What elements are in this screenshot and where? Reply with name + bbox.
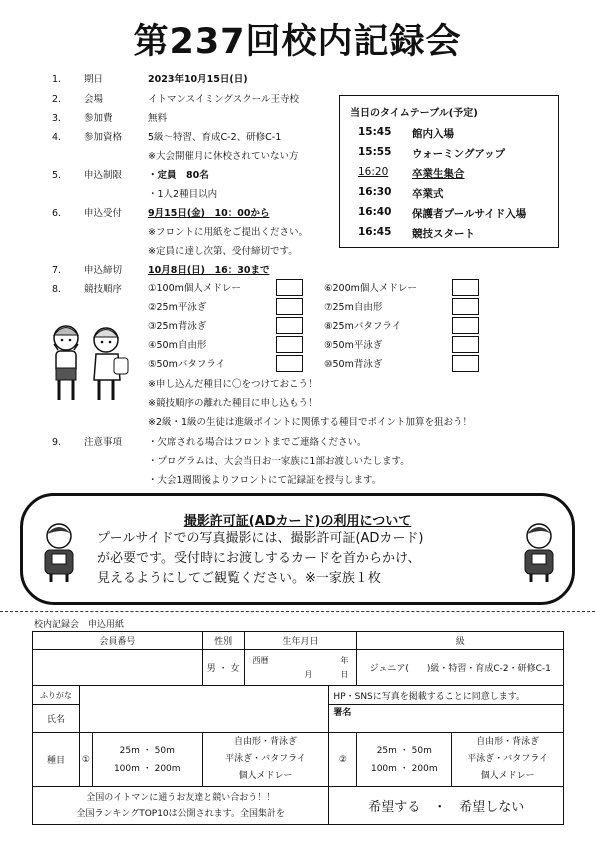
application-form <box>32 631 564 825</box>
timetable-label: 競技スタート <box>412 228 475 240</box>
signature-field[interactable] <box>329 705 564 733</box>
distance-option: 100m ・ 200m <box>370 763 438 774</box>
event-checkbox[interactable] <box>452 336 479 353</box>
cut-line <box>0 611 595 612</box>
year-label: 年 <box>340 656 349 665</box>
timetable-label: 館内入場 <box>412 128 454 140</box>
item-value: 無料 <box>148 113 168 124</box>
stroke-option: 平泳ぎ・バタフライ <box>225 754 306 764</box>
item-number: 7． <box>52 265 68 276</box>
day-label: 日 <box>340 670 349 679</box>
timetable-time: 15:55 <box>358 146 392 158</box>
ranking-note <box>33 787 329 825</box>
item-value: 5級～特習、育成C-2、研修C-1 <box>148 132 282 143</box>
birth-field[interactable] <box>244 650 357 686</box>
gender-field[interactable]: 男 ・ 女 <box>202 650 244 686</box>
event-note: ※申し込んだ種目に〇をつけておこう！ <box>148 379 318 390</box>
distance-option: 25m ・ 50m <box>119 745 175 756</box>
ranking-note-line: 全国ランキングTOP10は公開されます。全国集計を <box>76 808 285 819</box>
item-number: 1． <box>52 74 68 85</box>
event-checkbox[interactable] <box>276 317 303 334</box>
page-title: 第237回校内記録会 <box>133 22 462 62</box>
event-item: ⑦25m自由形 <box>324 302 383 313</box>
item-label: 会場 <box>84 94 104 105</box>
gender-header: 性別 <box>202 632 244 650</box>
event-item: ⑧25mバタフライ <box>324 321 402 332</box>
camera-person-icon <box>513 520 565 584</box>
item-label: 注意事項 <box>84 437 123 448</box>
timetable-time: 15:45 <box>358 126 392 138</box>
swimmer-kids-illustration <box>44 318 132 406</box>
ranking-preference[interactable]: 希望する ・ 希望しない <box>329 787 564 825</box>
timetable-time: 16:45 <box>358 226 392 238</box>
timetable-label: ウォーミングアップ <box>412 148 506 160</box>
notice-line: 見えるようにしてご観覧ください。※一家族１枚 <box>97 571 381 586</box>
caution-item: ・欠席される場合はフロントまでご連絡ください。 <box>148 437 367 448</box>
item-number: 4． <box>52 132 68 143</box>
event-checkbox[interactable] <box>276 279 303 296</box>
notice-heading: 撮影許可証(ADカード)の利用について <box>183 514 412 529</box>
timetable-time: 16:20 <box>358 166 389 178</box>
event-item: ③25m背泳ぎ <box>148 321 207 332</box>
event-item: ④50m自由形 <box>148 340 207 351</box>
timetable-time: 16:30 <box>358 186 392 198</box>
slot-1-label: ① <box>79 733 92 787</box>
camera-person-icon <box>33 520 85 584</box>
birth-header: 生年月日 <box>244 632 357 650</box>
item-label: 申込制限 <box>84 170 123 181</box>
member-no-field[interactable] <box>33 650 203 686</box>
item-number: 5． <box>52 170 68 181</box>
notice-line: が必要です。受付時にお渡しするカードを首からかけ、 <box>97 551 421 566</box>
item-number: 3． <box>52 113 68 124</box>
event-checkbox[interactable] <box>452 298 479 315</box>
item-value: ・定員 80名 <box>148 170 209 181</box>
event-label: 種目 <box>33 733 80 787</box>
item-note: ※フロントに用紙をご提出ください。 <box>148 227 308 238</box>
event-item: ⑨50m平泳ぎ <box>324 340 383 351</box>
slot-1-distance[interactable] <box>92 733 202 787</box>
event-note: ※2級・1級の生徒は進級ポイントに関係する種目でポイント加算を狙おう！ <box>148 417 473 428</box>
caution-item: ・大会1週間後よりフロントにて記録証を授与します。 <box>148 475 382 486</box>
furigana-label: ふりがな <box>33 686 80 705</box>
event-item: ②25m平泳ぎ <box>148 302 207 313</box>
event-item: ⑩50m背泳ぎ <box>324 359 383 370</box>
event-note: ※競技順序の離れた種目に申し込もう！ <box>148 398 318 409</box>
event-checkbox[interactable] <box>276 298 303 315</box>
timetable-label: 卒業生集合 <box>412 168 465 180</box>
era-label: 西暦 <box>252 656 269 665</box>
event-checkbox[interactable] <box>452 317 479 334</box>
form-title: 校内記録会 申込用紙 <box>34 620 125 630</box>
slot-2-stroke[interactable] <box>452 733 564 787</box>
item-note: ・1人2種目以内 <box>148 189 218 200</box>
item-value: 10月8日(日) 16：30まで <box>148 265 270 276</box>
stroke-option: 個人メドレー <box>238 771 293 781</box>
event-checkbox[interactable] <box>452 279 479 296</box>
timetable-label: 保護者プールサイド入場 <box>412 208 527 220</box>
item-label: 申込締切 <box>84 265 123 276</box>
ad-card-notice <box>20 493 575 605</box>
item-note: ※定員に達し次第、受付締切です。 <box>148 246 298 257</box>
item-label: 参加資格 <box>84 132 123 143</box>
item-value: イトマンスイミングスクール王寺校 <box>148 94 300 105</box>
item-value: 9月15日(金) 10：00から <box>148 208 270 219</box>
stroke-option: 個人メドレー <box>480 771 535 781</box>
event-checkbox[interactable] <box>276 336 303 353</box>
consent-text: HP・SNSに写真を掲載することに同意します。 <box>329 686 564 705</box>
slot-2-label: ② <box>329 733 357 787</box>
stroke-option: 自由形・背泳ぎ <box>476 737 540 747</box>
event-item: ⑥200m個人メドレー <box>324 283 417 294</box>
item-label: 参加費 <box>84 113 113 124</box>
slot-1-stroke[interactable] <box>202 733 329 787</box>
timetable-title: 当日のタイムテーブル(予定) <box>350 108 478 119</box>
event-checkbox[interactable] <box>276 355 303 372</box>
item-label: 申込受付 <box>84 208 123 219</box>
item-label: 期日 <box>84 74 104 85</box>
grade-field[interactable]: ジュニア( )級・特習・育成C-2・研修C-1 <box>357 650 564 686</box>
caution-item: ・プログラムは、大会当日お一家族に1部お渡しいたします。 <box>148 456 410 467</box>
grade-header: 級 <box>357 632 564 650</box>
slot-2-distance[interactable] <box>357 733 452 787</box>
name-label: 氏名 <box>33 705 80 733</box>
notice-line: プールサイドでの写真撮影には、撮影許可証(ADカード) <box>97 531 424 546</box>
timetable-time: 16:40 <box>358 206 392 218</box>
item-label: 競技順序 <box>84 284 123 295</box>
item-note: ※大会開催月に休校されていない方 <box>148 151 299 162</box>
event-item: ⑤50mバタフライ <box>148 359 226 370</box>
item-number: 8． <box>52 284 68 295</box>
item-number: 2． <box>52 94 68 105</box>
item-number: 9． <box>52 437 68 448</box>
ranking-note-line: 全国のイトマンに通うお友達と競い合おう！！ <box>86 792 276 803</box>
distance-option: 100m ・ 200m <box>113 763 181 774</box>
event-checkbox[interactable] <box>452 355 479 372</box>
member-no-header: 会員番号 <box>33 632 203 650</box>
stroke-option: 自由形・背泳ぎ <box>234 737 298 747</box>
timetable-box <box>339 95 559 248</box>
distance-option: 25m ・ 50m <box>376 745 432 756</box>
name-field[interactable] <box>79 686 329 733</box>
timetable-label: 卒業式 <box>412 188 444 200</box>
event-item: ①100m個人メドレー <box>148 283 241 294</box>
signature-label: 署名 <box>333 708 352 718</box>
month-label: 月 <box>304 670 313 679</box>
item-number: 6． <box>52 208 68 219</box>
stroke-option: 平泳ぎ・バタフライ <box>467 754 548 764</box>
item-value: 2023年10月15日(日) <box>148 74 248 85</box>
